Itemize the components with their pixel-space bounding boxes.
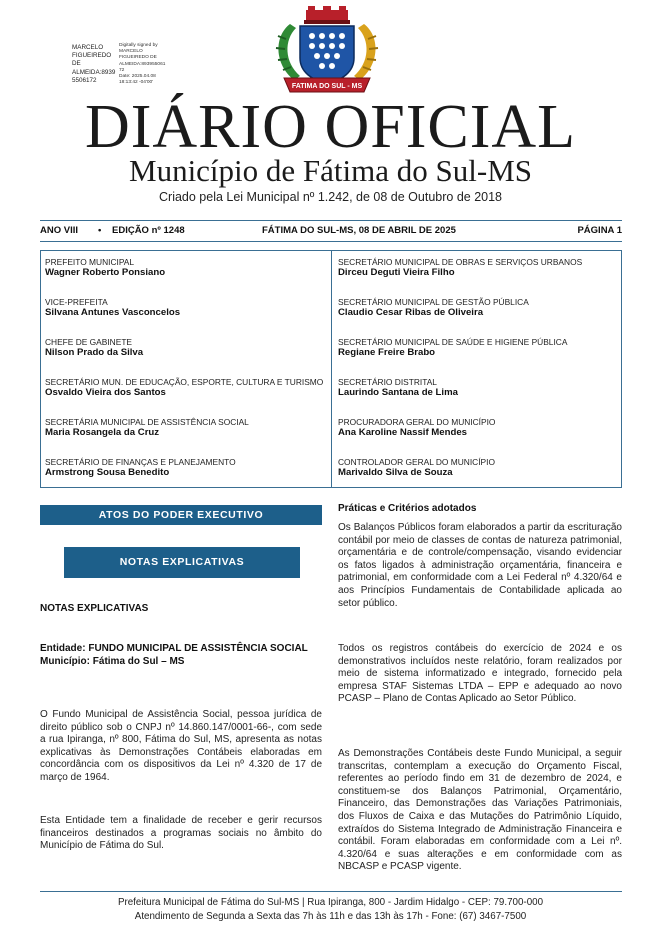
paragraph: Todos os registros contábeis do exercício de 2024 e os demonstrativos incluídos neste relatório, foram realizados por meio de sistema informatizado e integrado, fornecido pela empresa STAF Sistemas LTDA – EPP e adequado ao novo PCASP – Plano de Contas Aplicado ao Setor Público. [338,643,622,705]
signature-details: Digitally signed by MARCELO FIGUEIREDO DE ALMEIDA:893955061 72 Date: 2025.04.08 18:13:42 -04'00' [119,43,166,86]
page-subtitle: Município de Fátima do Sul-MS [129,153,532,188]
entity-name: Entidade: FUNDO MUNICIPAL DE ASSISTÊNCIA SOCIAL [40,643,308,654]
paragraph: Esta Entidade tem a finalidade de receber e gerir recursos financeiros destinados a programas sociais no âmbito do Município de Fátima do Sul. [40,815,322,852]
paragraph: O Fundo Municipal de Assistência Social, pessoa jurídica de direito público sob o CNPJ nº 14.860.147/0001-66-, com sede a rua Ipiranga, nº 800, Fátima do Sul, MS, apresenta as notas explicativas às Demonstrações Contábeis elaboradas em concordância com os dispositivos da Lei nº 4.320 de 17 de março de 1964. [40,709,322,783]
official-entry: SECRETÁRIO MUNICIPAL DE GESTÃO PÚBLICA Claudio Cesar Ribas de Oliveira [338,297,529,318]
footer-rule [40,891,622,892]
officials-divider [331,251,332,487]
paragraph: As Demonstrações Contábeis deste Fundo Municipal, a seguir transcritas, contemplam a execução do Orçamento Fiscal, referentes ao período findo em 31 de dezembro de 2024, e constituem-se dos Balanços Patrimonial, Orçamentário, Financeiro, das Demonstrações das Variações Patrimoniais, dos Fluxos de Caixa e das Mutações do Patrimônio Líquido, extraídos do Sistema Integrado de Administração Financeira e contábil. Foram elaboradas em conformidade com a Lei nº. 4.320/64 e suas alterações e em conformidade com as NBCASP e PCASP vigente. [338,748,622,873]
year-label: ANO VIII [40,225,79,236]
officials-box [40,250,622,488]
paragraph: Os Balanços Públicos foram elaborados a partir da escrituração contábil por meio de classes de contas de natureza patrimonial, orçamentária e de controle/compensação, visando evidenciar os fatos ligados à administração orçamentária, financeira e patrimonial, em conformidade com a Lei Federal nº 4.320/64 e aos Princípios Fundamentais de Contabilidade aplicada ao setor público. [338,522,622,609]
official-entry: PREFEITO MUNICIPAL Wagner Roberto Ponsiano [45,257,166,278]
edition-info-bar [40,224,622,240]
official-entry: VICE-PREFEITA Silvana Antunes Vasconcelos [45,297,181,318]
official-entry: SECRETÁRIO MUNICIPAL DE OBRAS E SERVIÇOS URBANOS Dirceu Deguti Vieira Filho [338,257,583,278]
crest-motto: FATIMA DO SUL - MS [291,83,363,90]
signature-name: MARCELO FIGUEIREDO DE ALMEIDA:8939 5506172 [72,44,116,84]
official-entry: SECRETÁRIO DE FINANÇAS E PLANEJAMENTO Armstrong Sousa Benedito [45,457,236,478]
footer-address: Prefeitura Municipal de Fátima do Sul-MS | Rua Ipiranga, 800 - Jardim Hidalgo - CEP: 79.700-000 [117,897,544,908]
coat-of-arms-icon [268,6,386,96]
notes-heading: NOTAS EXPLICATIVAS [40,603,149,614]
official-entry: SECRETÁRIO MUN. DE EDUCAÇÃO, ESPORTE, CULTURA E TURISMO Osvaldo Vieira dos Santos [45,377,324,398]
entity-municipality: Município: Fátima do Sul – MS [40,655,185,667]
official-entry: CHEFE DE GABINETE Nilson Prado da Silva [45,337,144,358]
bullet-separator: • [98,225,102,236]
official-entry: SECRETÁRIA MUNICIPAL DE ASSISTÊNCIA SOCIAL Maria Rosangela da Cruz [45,417,249,438]
official-entry: PROCURADORA GERAL DO MUNICÍPIO Ana Karoline Nassif Mendes [338,417,496,438]
bottom-rule [40,241,622,242]
edition-label: EDIÇÃO nº 1248 [112,225,185,236]
official-entry: SECRETÁRIO MUNICIPAL DE SAÚDE E HIGIENE PÚBLICA Regiane Freire Brabo [338,337,568,358]
official-entry: SECRETÁRIO DISTRITAL Laurindo Santana de Lima [338,377,458,398]
creation-law: Criado pela Lei Municipal nº 1.242, de 08 de Outubro de 2018 [159,190,502,204]
place-date: FÁTIMA DO SUL-MS, 08 DE ABRIL DE 2025 [262,225,456,236]
top-rule [40,220,622,221]
page-title: DIÁRIO OFICIAL [84,93,577,161]
entity-block [40,643,322,668]
footer-hours: Atendimento de Segunda a Sexta das 7h às 11h e das 13h às 17h - Fone: (67) 3467-7500 [134,911,527,922]
section-banner-notes: NOTAS EXPLICATIVAS [64,547,300,578]
practices-heading: Práticas e Critérios adotados [338,503,477,514]
page-number: PÁGINA 1 [577,225,622,236]
section-banner-executive: ATOS DO PODER EXECUTIVO [40,505,322,525]
official-entry: CONTROLADOR GERAL DO MUNICÍPIO Marivaldo Silva de Souza [338,457,495,478]
